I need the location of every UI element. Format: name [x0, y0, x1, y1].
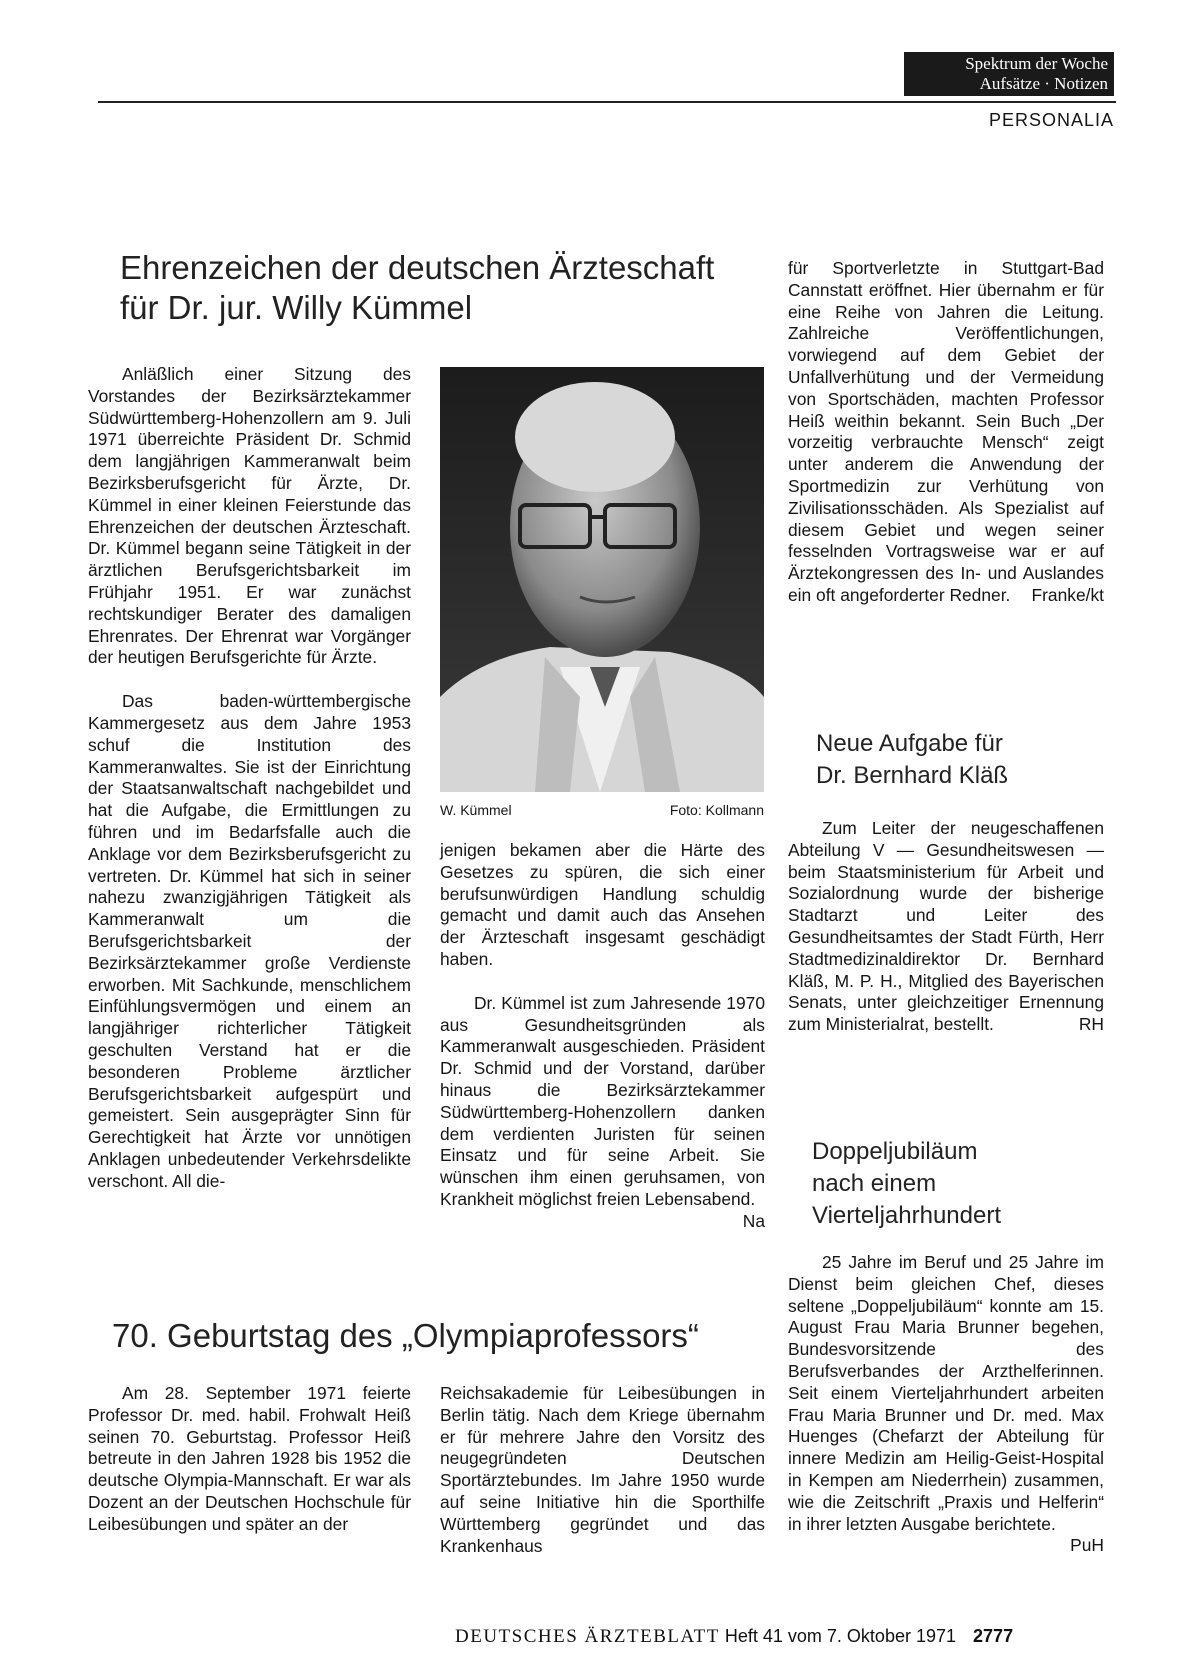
article1-title-line2: für Dr. jur. Willy Kümmel	[120, 289, 473, 326]
article2-column1	[88, 1383, 411, 1536]
article4-title-line2: nach einem	[812, 1170, 937, 1197]
article3-text	[788, 818, 1104, 1036]
section-label-line1: Spektrum der Woche	[965, 54, 1108, 73]
article4-body-text: 25 Jahre im Beruf und 25 Jahre im Dienst beim gleichen Chef, dieses seltene „Doppeljubiläum“ konnte am 15. August Frau Maria Brunner begehen, Bundesvorsitzende des Berufsverbandes der Arzthelferinnen. Seit einem Vierteljahrhundert arbeiten Frau Maria Brunner und Dr. med. Max Huenges (Chefarzt der Abteilung für innere Medizin am Heilig-Geist-Hospital in Kempen am Niederrhein) zusammen, wie die Zeitschrift „Praxis und Helferin“ in ihrer letzten Ausgabe berichtete.	[788, 1252, 1104, 1534]
section-label-line2: Aufsätze · Notizen	[979, 74, 1108, 93]
article2-col3-body: für Sportverletzte in Stuttgart-Bad Cannstatt eröffnet. Hier übernahm er für eine Reihe von Jahren die Leitung. Zahlreiche Veröffentlichungen, vorwiegend auf dem Gebiet der Unfallverhütung und der Vermeidung von Sportschäden, machten Professor Heiß weithin bekannt. Sein Buch „Der vorzeitig verbrauchte Mensch“ zeigt unter anderem die Anwendung der Sportmedizin zur Verhütung von Zivilisationsschäden. Als Spezialist auf diesem Gebiet und wegen seiner fesselnden Vortragsweise war er auf Ärztekongressen des In- und Auslandes ein oft angeforderter Redner.	[788, 258, 1104, 605]
page-number: 2777	[973, 1626, 1014, 1646]
article2-column3	[788, 258, 1104, 607]
article3-title	[816, 728, 1106, 792]
article4-author-sign: PuH	[1070, 1535, 1104, 1556]
issue-info: Heft 41 vom 7. Oktober 1971	[724, 1626, 957, 1646]
portrait-photo	[440, 367, 764, 792]
article4-body	[788, 1252, 1104, 1557]
article1-title	[120, 248, 760, 328]
article1-col2-paragraph1: jenigen bekamen aber die Härte des Gesetzes zu spüren, die sich einer berufsunwürdigen Handlung schuldig gemacht und damit auch das Ansehen der Ärzteschaft insgesamt geschädigt haben.	[440, 840, 765, 969]
magazine-name: DEUTSCHES ÄRZTEBLATT	[455, 1626, 720, 1647]
page-footer	[455, 1626, 1013, 1648]
article4-title	[812, 1136, 1102, 1232]
photo-caption	[440, 802, 764, 818]
article1-column2	[440, 840, 765, 1233]
section-title: PERSONALIA	[988, 110, 1114, 130]
article2-column2	[440, 1383, 765, 1557]
article3-body	[788, 818, 1104, 1036]
article1-col2-paragraph2-text: Dr. Kümmel ist zum Jahresende 1970 aus Gesundheitsgründen als Kammeranwalt ausgeschieden. Präsident Dr. Schmid und der Vorstand, darüber hinaus die Bezirksärztekammer Südwürttemberg-Hohenzollern danken dem verdienten Juristen für seinen Einsatz und für seine Arbeit. Sie wünschen ihm einen geruhsamen, von Krankheit möglichst freien Lebensabend.	[440, 992, 765, 1209]
header-rule	[98, 101, 1116, 103]
article3-title-line1: Neue Aufgabe für	[816, 730, 1003, 757]
article4-text	[788, 1252, 1104, 1556]
article2-col1-text: Am 28. September 1971 feierte Professor Dr. med. habil. Frohwalt Heiß seinen 70. Geburtstag. Professor Heiß betreute in den Jahren 1928 bis 1952 die deutsche Olympia-Mannschaft. Er war als Dozent an der Deutschen Hochschule für Leibesübungen und später an der	[88, 1383, 411, 1534]
article3-title-line2: Dr. Bernhard Kläß	[816, 762, 1009, 789]
photo-caption-credit: Foto: Kollmann	[669, 802, 764, 818]
article2-title: 70. Geburtstag des „Olympiaprofessors“	[112, 1317, 699, 1354]
article2-col3-text	[788, 258, 1104, 607]
article1-col1-paragraph2: Das baden-württembergische Kammergesetz aus dem Jahre 1953 schuf die Institution des Kammeranwaltes. Sie ist der Einrichtung der Staatsanwaltschaft nachgebildet und hat die Aufgabe, die Ermittlungen zu führen und im Bedarfsfalle auch die Anklage vor dem Bezirksberufsgericht zu vertreten. Dr. Kümmel hat sich in seiner nahezu zwanzigjährigen Tätigkeit als Kammeranwalt um die Berufsgerichtsbarkeit der Bezirksärztekammer große Verdienste erworben. Mit Sachkunde, menschlichem Einfühlungsvermögen und einem an langjähriger richterlicher Tätigkeit geschulten Verstand hat er die besonderen Probleme ärztlicher Berufsgerichtsbarkeit aufgespürt und gemeistert. Sein ausgeprägter Sinn für Gerechtigkeit hat Ärzte vor unnötigen Anklagen unbedeutender Verkehrsdelikte verschont. All die-	[88, 691, 411, 1191]
article4-title-line3: Vierteljahrhundert	[812, 1202, 1002, 1229]
article1-col2-paragraph2	[440, 992, 765, 1231]
article4-title-line1: Doppeljubiläum	[812, 1138, 978, 1165]
article1-col1-paragraph1: Anläßlich einer Sitzung des Vorstandes der Bezirksärztekammer Südwürttemberg-Hohenzollern am 9. Juli 1971 überreichte Präsident Dr. Schmid dem langjährigen Kammeranwalt beim Bezirksberufsgericht für Ärzte, Dr. Kümmel in einer kleinen Feierstunde das Ehrenzeichen der deutschen Ärzteschaft. Dr. Kümmel begann seine Tätigkeit in der ärztlichen Berufsgerichtsbarkeit im Frühjahr 1951. Er war zunächst rechtskundiger Berater des damaligen Ehrenrates. Der Ehrenrat war Vorgänger der heutigen Berufsgerichte für Ärzte.	[88, 364, 411, 668]
article3-author-sign: RH	[1078, 1014, 1104, 1035]
section-label-box	[904, 52, 1114, 96]
article1-author-sign: Na	[742, 1210, 765, 1231]
article2-col2-text: Reichsakademie für Leibesübungen in Berlin tätig. Nach dem Kriege übernahm er für mehrere Jahre den Vorsitz des neugegründeten Deutschen Sportärztebundes. Im Jahre 1950 wurde auf seine Initiative hin die Sporthilfe Württemberg gegründet und das Krankenhaus	[440, 1383, 765, 1556]
article3-body-text: Zum Leiter der neugeschaffenen Abteilung V — Gesundheitswesen — beim Staatsministerium für Arbeit und Sozialordnung wurde der bisherige Stadtarzt und Leiter des Gesundheitsamtes der Stadt Fürth, Herr Stadtmedizinaldirektor Dr. Bernhard Kläß, M. P. H., Mitglied des Bayerischen Senats, unter gleichzeitiger Ernennung zum Ministerialrat, bestellt.	[788, 818, 1104, 1035]
article1-column1	[88, 364, 411, 1192]
article2-author-sign: Franke/kt	[1031, 584, 1104, 605]
article1-title-line1: Ehrenzeichen der deutschen Ärzteschaft	[120, 249, 715, 286]
photo-caption-name: W. Kümmel	[440, 802, 512, 818]
portrait-illustration	[440, 367, 764, 792]
